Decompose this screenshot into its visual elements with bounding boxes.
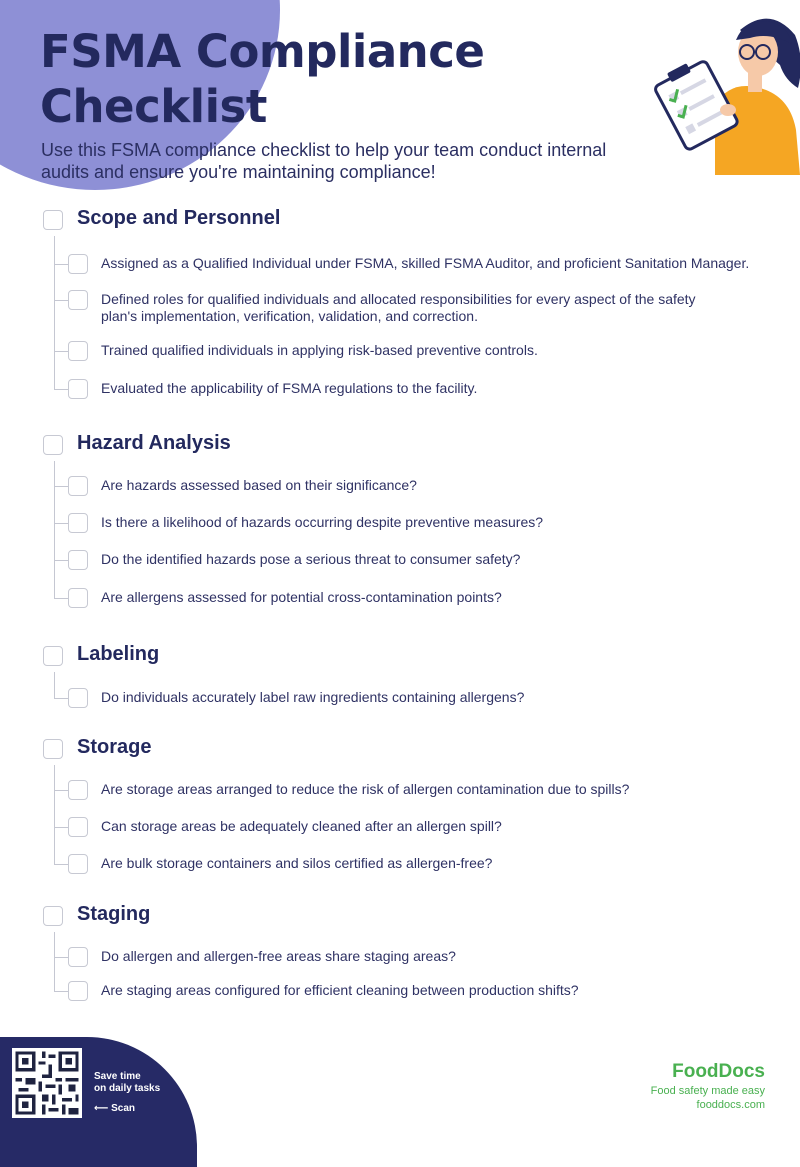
section-checkbox-icon[interactable] [43, 210, 63, 230]
checkbox-icon[interactable] [68, 981, 88, 1001]
checkbox-icon[interactable] [68, 780, 88, 800]
qr-code-icon[interactable] [12, 1048, 82, 1118]
tree-branch-line [54, 698, 68, 699]
tree-connector-line [54, 765, 55, 864]
section-checkbox-icon[interactable] [43, 906, 63, 926]
brand-block [651, 1060, 765, 1112]
checkbox-icon[interactable] [68, 550, 88, 570]
tree-branch-line [54, 957, 68, 958]
brand-logo[interactable]: FoodDocs [672, 1061, 765, 1082]
section-title: Hazard Analysis [77, 432, 231, 454]
save-line-1: Save time [94, 1071, 141, 1082]
checklist-item-text: Evaluated the applicability of FSMA regulations to the facility. [101, 380, 478, 396]
tree-branch-line [54, 351, 68, 352]
checklist-item-text: Defined roles for qualified individuals and allocated responsibilities for every aspect of the safety plan's implementation, verification, validation, and correction. [101, 291, 696, 324]
section-title: Labeling [77, 643, 160, 665]
brand-tagline: Food safety made easy [650, 1085, 765, 1097]
page-subtitle: Use this FSMA compliance checklist to help your team conduct internal audits and ensure you're maintaining compliance! [41, 140, 607, 182]
checkbox-icon[interactable] [68, 254, 88, 274]
section-checkbox-icon[interactable] [43, 435, 63, 455]
tree-branch-line [54, 598, 68, 599]
title-line-1: FSMA Compliance [40, 25, 485, 78]
checkbox-icon[interactable] [68, 854, 88, 874]
checklist-item-text: Do the identified hazards pose a serious threat to consumer safety? [101, 551, 521, 567]
section-title: Storage [77, 736, 152, 758]
brand-url-link[interactable]: fooddocs.com [696, 1099, 765, 1111]
tree-branch-line [54, 486, 68, 487]
checkbox-icon[interactable] [68, 688, 88, 708]
save-time-note [94, 1071, 160, 1095]
checkbox-icon[interactable] [68, 341, 88, 361]
section-title: Scope and Personnel [77, 207, 281, 229]
tree-branch-line [54, 560, 68, 561]
checklist-item-text: Do individuals accurately label raw ingredients containing allergens? [101, 689, 525, 705]
scan-label: ⟵ Scan [94, 1103, 136, 1114]
tree-branch-line [54, 991, 68, 992]
tree-branch-line [54, 264, 68, 265]
tree-connector-line [54, 236, 55, 389]
checklist-item-text: Is there a likelihood of hazards occurring despite preventive measures? [101, 514, 544, 530]
checkbox-icon[interactable] [68, 947, 88, 967]
tree-connector-line [54, 672, 55, 698]
checkbox-icon[interactable] [68, 476, 88, 496]
save-line-2: on daily tasks [94, 1083, 161, 1094]
checklist-item-text: Trained qualified individuals in applying risk-based preventive controls. [101, 342, 538, 358]
checklist-item-text: Are staging areas configured for efficient cleaning between production shifts? [101, 982, 579, 998]
checkbox-icon[interactable] [68, 379, 88, 399]
checklist-item-text: Do allergen and allergen-free areas share staging areas? [101, 948, 456, 964]
title-line-2: Checklist [40, 80, 267, 133]
tree-branch-line [54, 523, 68, 524]
tree-branch-line [54, 827, 68, 828]
checklist-item-text: Assigned as a Qualified Individual under FSMA, skilled FSMA Auditor, and proficient Sanitation Manager. [101, 255, 750, 271]
section-title: Staging [77, 903, 151, 925]
checkbox-icon[interactable] [68, 290, 88, 310]
checkbox-icon[interactable] [68, 588, 88, 608]
tree-connector-line [54, 932, 55, 991]
tree-branch-line [54, 790, 68, 791]
checklist-item-text: Are storage areas arranged to reduce the risk of allergen contamination due to spills? [101, 781, 630, 797]
checklist-item-text: Can storage areas be adequately cleaned after an allergen spill? [101, 818, 502, 834]
checklist-item-text: Are allergens assessed for potential cross-contamination points? [101, 589, 502, 605]
checklist-item-text: Are hazards assessed based on their significance? [101, 477, 417, 493]
tree-branch-line [54, 864, 68, 865]
tree-connector-line [54, 461, 55, 598]
section-checkbox-icon[interactable] [43, 646, 63, 666]
checklist-item-text: Are bulk storage containers and silos certified as allergen-free? [101, 855, 493, 871]
section-checkbox-icon[interactable] [43, 739, 63, 759]
tree-branch-line [54, 300, 68, 301]
checkbox-icon[interactable] [68, 817, 88, 837]
tree-branch-line [54, 389, 68, 390]
checkbox-icon[interactable] [68, 513, 88, 533]
